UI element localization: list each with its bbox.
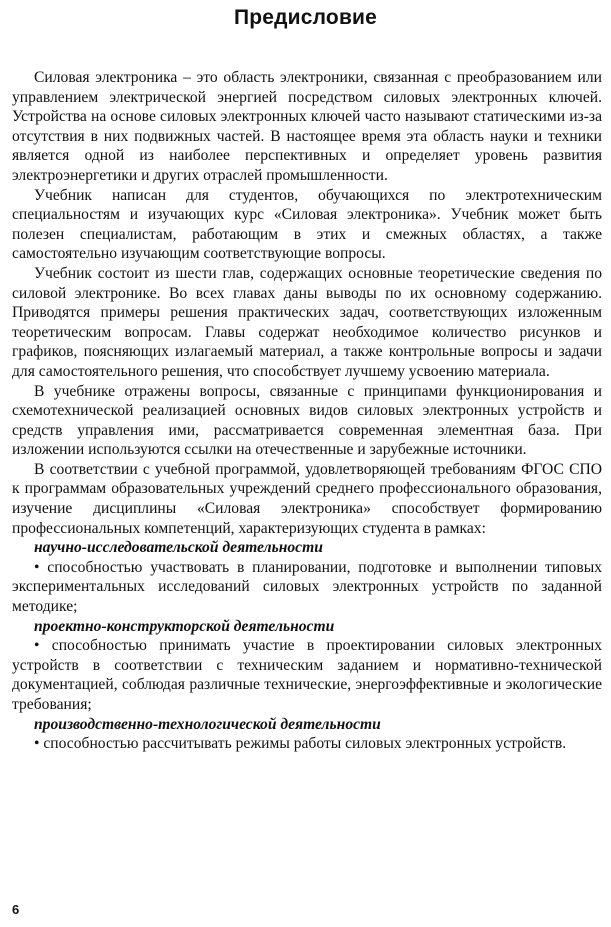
paragraph: Учебник состоит из шести глав, содержащих основные теоретические сведения по силовой электронике. Во всех главах даны выводы по их основному содержанию. Приводятся примеры решения практических задач, соответствующих изложенным теоретическим вопросам. Главы содержат необходимое количество рисунков и графиков, поясняющих излагаемый материал, а также контрольные вопросы и задачи для самостоятельного решения, что способствует лучшему усвоению материала. — [12, 264, 602, 380]
competency-item: • способностью принимать участие в проектировании силовых электронных устройств в соответствии с техническим заданием и нормативно-технической документацией, соблюдая различные технические, энергоэффективные и экологические требования; — [12, 637, 602, 713]
competency-heading: проектно-конструкторской деятельности — [34, 617, 335, 635]
paragraph: Учебник написан для студентов, обучающихся по электротехническим специальностям и изучающих курс «Силовая электроника». Учебник может быть полезен специалистам, работающим в этих и смежных областях, а также самостоятельно изучающим соответствующие вопросы. — [12, 186, 602, 263]
page-number: 6 — [12, 902, 20, 917]
paragraph: В соответствии с учебной программой, удовлетворяющей требованиям ФГОС СПО к программам образовательных учреждений среднего профессионального образования, изучение дисциплины «Силовая электроника» способствует формированию профессиональных компетенций, характеризующих студента в рамках: — [12, 460, 602, 537]
page-title: Предисловие — [233, 6, 378, 29]
competency-item: • способностью участвовать в планировании, подготовке и выполнении типовых экспериментальных исследований силовых электронных устройств по заданной методике; — [12, 558, 602, 616]
paragraph: В учебнике отражены вопросы, связанные с принципами функционирования и схемотехнической реализацией основных видов силовых электронных устройств и средств управления ими, рассматривается современная элементная база. При изложении используются ссылки на отечественные и зарубежные источники. — [12, 382, 602, 459]
preface-body — [12, 68, 602, 754]
paragraph: Силовая электроника – это область электроники, связанная с преобразованием или управлением электрической энергией посредством силовых электронных ключей. Устройства на основе силовых электронных ключей часто называют статическими из-за отсутствия в них подвижных частей. В настоящее время эта область науки и техники является одной из наиболее перспективных и определяет уровень развития электроэнергетики и других отраслей промышленности. — [12, 69, 602, 184]
competency-heading: научно-исследовательской деятельности — [34, 539, 323, 557]
competency-heading: производственно-технологической деятельности — [34, 715, 381, 733]
competency-item: • способностью рассчитывать режимы работы силовых электронных устройств. — [34, 735, 567, 753]
